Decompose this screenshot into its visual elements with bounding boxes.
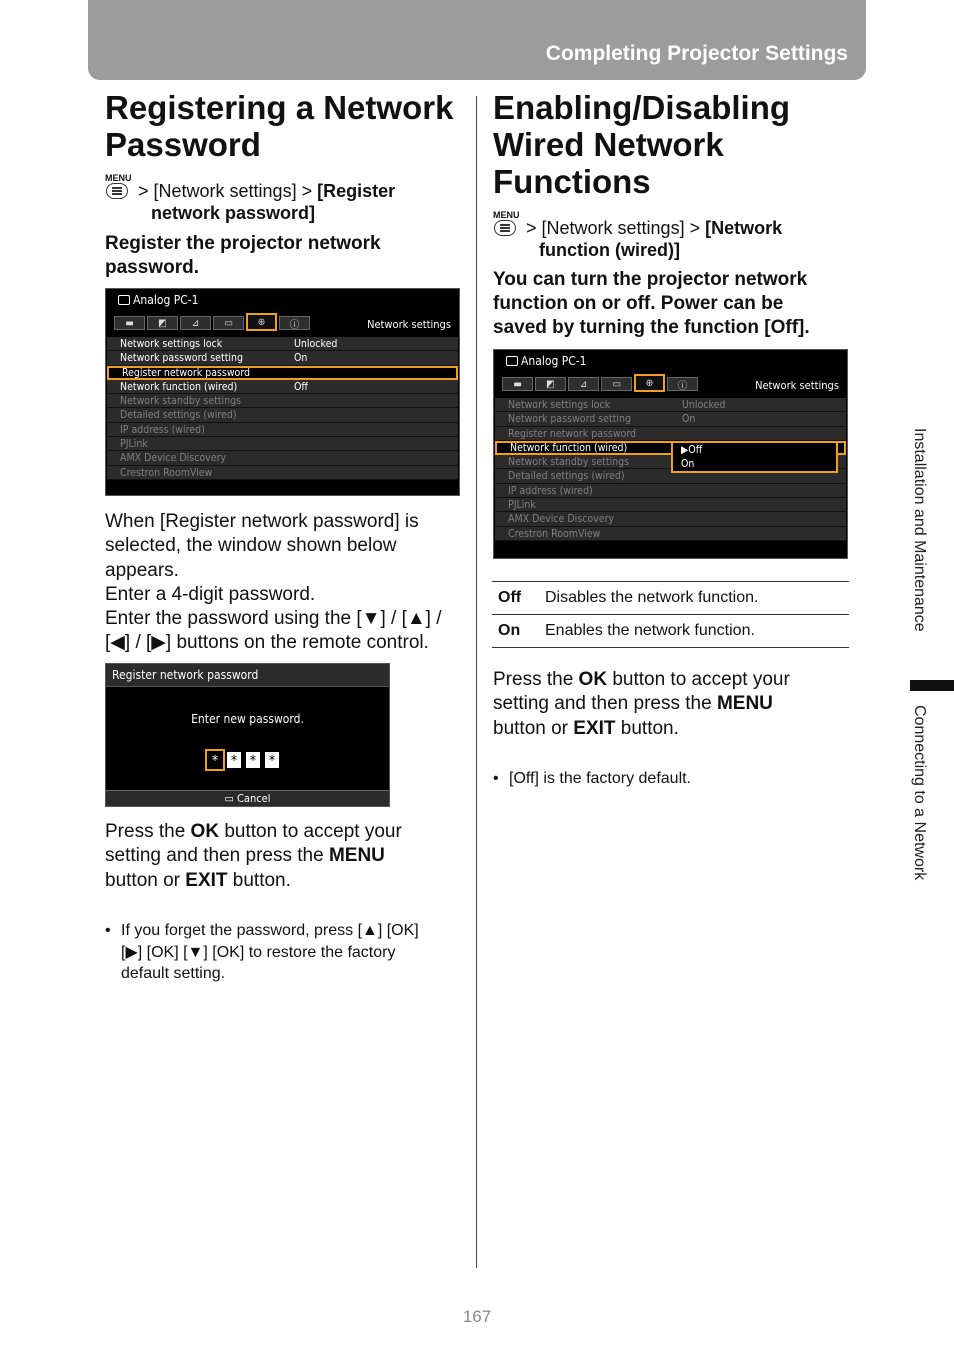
input-icon: [506, 356, 518, 366]
settings-row[interactable]: [495, 427, 846, 441]
tab-install-icon: ⊿: [568, 377, 599, 391]
right-menu-path: MENU > [Network settings] > [Network function (wired)]: [493, 210, 783, 260]
settings-row[interactable]: [495, 484, 846, 498]
settings-row-label: Detailed settings (wired): [508, 470, 625, 483]
settings-row-label: Network settings lock: [120, 338, 223, 350]
settings-row[interactable]: [495, 412, 846, 426]
right-lead: You can turn the projector network function on or off. Power can be saved by turning the function [Off].: [493, 269, 810, 338]
screen-tabs: [502, 377, 698, 393]
password-digits: [208, 752, 279, 768]
left-heading-line1: Registering a Network: [105, 89, 454, 126]
settings-row[interactable]: [107, 394, 458, 408]
settings-row-label: AMX Device Discovery: [120, 452, 227, 465]
left-paragraph-1: When [Register network password] is selected, the window shown below appears. Enter a 4-digit password. Enter the password using the [▼] / [▲] / [◀] / [▶] buttons on the remote control.: [105, 511, 442, 654]
column-divider: [476, 96, 477, 1268]
settings-row-label: Network function (wired): [120, 380, 238, 393]
header-title: Completing Projector Settings: [545, 42, 848, 65]
settings-row[interactable]: [495, 512, 846, 526]
dialog-cancel[interactable]: ▭ Cancel: [106, 790, 389, 806]
left-heading: [105, 89, 453, 163]
tab-image-icon: ▬: [502, 377, 533, 391]
screen-section-label: Network settings: [755, 379, 839, 392]
tab-network-icon: ⊕: [634, 374, 665, 392]
dialog-title: Register network password: [106, 664, 389, 687]
settings-row-label: PJLink: [120, 438, 148, 451]
right-note: • [Off] is the factory default.: [493, 770, 692, 787]
settings-row-label: Crestron RoomView: [120, 466, 213, 479]
settings-row-value: Off: [294, 380, 308, 393]
settings-row-label: IP address (wired): [508, 484, 593, 497]
network-settings-screen-right: [493, 349, 848, 559]
option-popup: [671, 441, 838, 473]
left-note: • If you forget the password, press [▲] [OK] [▶] [OK] [▼] [OK] to restore the factory default setting.: [105, 922, 419, 982]
settings-row-value: Unlocked: [294, 338, 338, 350]
tab-adjust-icon: ◩: [147, 316, 178, 330]
left-path-bold2: network password]: [151, 203, 316, 223]
side-tab-network[interactable]: Connecting to a Network: [911, 705, 928, 881]
network-settings-screen-left: [105, 288, 460, 496]
dialog-prompt: Enter new password.: [191, 712, 304, 726]
tab-image-icon: ▬: [114, 316, 145, 330]
menu-button-icon: MENU: [105, 174, 131, 200]
input-icon: [118, 295, 130, 305]
settings-row-label: Register network password: [508, 427, 637, 440]
settings-list: [107, 337, 458, 480]
page-number: 167: [462, 1307, 492, 1326]
settings-row[interactable]: [107, 466, 458, 480]
settings-row[interactable]: [107, 437, 458, 451]
settings-row-label: PJLink: [508, 499, 536, 512]
settings-row[interactable]: [107, 423, 458, 437]
right-heading: Enabling/Disabling Wired Network Functions: [493, 89, 791, 200]
option-on[interactable]: On: [681, 458, 695, 470]
side-tab-installation[interactable]: Installation and Maintenance: [911, 428, 928, 632]
settings-row-label: Network function (wired): [510, 441, 628, 454]
password-digit[interactable]: *: [208, 752, 222, 768]
settings-row-label: Network password setting: [120, 352, 244, 365]
settings-row[interactable]: [107, 337, 458, 351]
settings-row[interactable]: [107, 380, 458, 394]
settings-row-label: AMX Device Discovery: [508, 513, 615, 526]
left-path-bold1: [Register: [317, 181, 396, 201]
settings-row[interactable]: [107, 366, 458, 380]
left-menu-path: [105, 173, 465, 224]
settings-row-label: Register network password: [122, 366, 251, 379]
settings-row-value: On: [294, 352, 308, 365]
settings-row-label: Detailed settings (wired): [120, 409, 237, 422]
settings-row-label: Crestron RoomView: [508, 527, 601, 540]
screen-input-title: Analog PC-1: [118, 293, 199, 307]
tab-system-icon: ▭: [601, 377, 632, 391]
settings-row[interactable]: [107, 451, 458, 465]
settings-row[interactable]: [495, 398, 846, 412]
password-digit[interactable]: *: [246, 752, 260, 768]
settings-row-label: Network standby settings: [120, 395, 242, 408]
menu-button-icon: MENU: [493, 211, 519, 237]
password-digit[interactable]: *: [265, 752, 279, 768]
settings-row[interactable]: [495, 527, 846, 541]
settings-row-value: Unlocked: [682, 399, 726, 411]
menu-button-icon: ▭: [224, 792, 237, 805]
settings-row-label: Network password setting: [508, 413, 632, 426]
page-header: [88, 0, 866, 80]
table-row: Off Disables the network function.: [492, 582, 849, 615]
screen-input-title: Analog PC-1: [506, 354, 587, 368]
tab-info-icon: ⓘ: [279, 316, 310, 330]
table-row: On Enables the network function.: [492, 615, 849, 648]
left-paragraph-2: Press the OK button to accept your setting and then press the MENU button or EXIT button.: [105, 821, 402, 891]
left-lead: Register the projector network password.: [105, 233, 381, 278]
settings-row-label: Network standby settings: [508, 456, 630, 469]
password-dialog: [105, 663, 390, 807]
tab-adjust-icon: ◩: [535, 377, 566, 391]
right-paragraph: Press the OK button to accept your setting and then press the MENU button or EXIT button.: [493, 669, 790, 739]
settings-row[interactable]: [107, 408, 458, 422]
tab-install-icon: ⊿: [180, 316, 211, 330]
tab-system-icon: ▭: [213, 316, 244, 330]
left-heading-line2: Password: [105, 126, 261, 163]
option-off[interactable]: ▶Off: [681, 444, 703, 456]
tab-network-icon: ⊕: [246, 313, 277, 331]
side-tab-marker: [910, 680, 954, 691]
screen-tabs: [114, 316, 310, 332]
settings-row-value: On: [682, 413, 696, 426]
settings-row-label: IP address (wired): [120, 423, 205, 436]
screen-section-label: Network settings: [367, 318, 451, 331]
password-digit[interactable]: *: [227, 752, 241, 768]
settings-row-label: Network settings lock: [508, 399, 611, 411]
options-table: [492, 581, 849, 648]
settings-row[interactable]: [495, 498, 846, 512]
tab-info-icon: ⓘ: [667, 377, 698, 391]
settings-row[interactable]: [107, 351, 458, 365]
left-path-prefix: > [Network settings] >: [133, 181, 318, 201]
